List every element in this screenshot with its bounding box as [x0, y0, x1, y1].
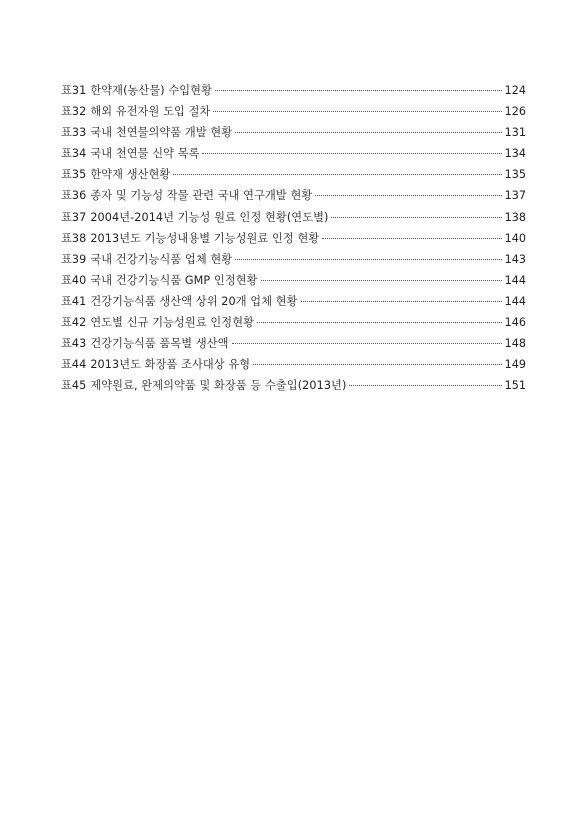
toc-entry-label: [61, 185, 312, 206]
toc-entry-page: 135: [504, 168, 526, 182]
toc-entry-number: 표37: [61, 210, 87, 224]
toc-entry-page: 126: [504, 105, 526, 119]
toc-entry[interactable]: [61, 249, 526, 270]
toc-entry-page: 134: [504, 147, 526, 161]
table-of-contents: [61, 80, 526, 396]
toc-entry-label: [61, 270, 258, 291]
toc-entry-number: 표34: [61, 147, 87, 161]
toc-entry-label: [61, 375, 346, 396]
toc-entry-title: 2013년도 화장품 조사대상 유형: [90, 358, 251, 372]
toc-entry[interactable]: [61, 164, 526, 185]
toc-entry[interactable]: [61, 143, 526, 164]
dot-leader: [322, 238, 501, 239]
toc-entry-title: 연도별 신규 기능성원료 인정현황: [90, 316, 255, 330]
toc-entry-title: 2004년-2014년 기능성 원료 인정 현황(연도별): [90, 210, 329, 224]
toc-entry-title: 국내 건강기능식품 업체 현황: [90, 252, 233, 266]
toc-entry-number: 표45: [61, 379, 87, 393]
toc-entry-title: 국내 건강기능식품 GMP 인정현황: [90, 273, 258, 287]
toc-entry-label: [61, 354, 250, 375]
toc-entry-label: [61, 333, 229, 354]
toc-entry[interactable]: [61, 122, 526, 143]
toc-entry-number: 표33: [61, 126, 87, 140]
toc-entry-title: 한약재 생산현황: [90, 168, 171, 182]
toc-entry-label: [61, 312, 254, 333]
dot-leader: [301, 301, 502, 302]
toc-entry-number: 표31: [61, 84, 87, 97]
dot-leader: [235, 259, 501, 260]
toc-entry-number: 표43: [61, 337, 87, 351]
toc-entry[interactable]: [61, 333, 526, 354]
toc-entry-title: 국내 천연물 신약 목록: [90, 147, 200, 161]
toc-entry-number: 표40: [61, 273, 87, 287]
dot-leader: [235, 132, 501, 133]
toc-entry[interactable]: [61, 291, 526, 312]
toc-entry-number: 표39: [61, 252, 87, 266]
toc-entry-title: 제약원료, 완제의약품 및 화장품 등 수출입(2013년): [90, 379, 347, 393]
toc-entry-title: 건강기능식품 품목별 생산액: [90, 337, 229, 351]
dot-leader: [261, 280, 502, 281]
toc-entry-number: 표35: [61, 168, 87, 182]
dot-leader: [257, 322, 502, 323]
toc-entry-number: 표41: [61, 294, 87, 308]
toc-entry[interactable]: [61, 207, 526, 228]
toc-entry[interactable]: [61, 375, 526, 396]
toc-entry-title: 국내 천연물의약품 개발 현황: [90, 126, 233, 140]
toc-entry-page: 149: [504, 358, 526, 372]
toc-entry[interactable]: [61, 101, 526, 122]
toc-entry-page: 143: [504, 252, 526, 266]
toc-entry-page: 148: [504, 337, 526, 351]
toc-entry-number: 표42: [61, 316, 87, 330]
toc-entry-title: 해외 유전자원 도입 절차: [90, 105, 211, 119]
toc-entry-label: [61, 122, 232, 143]
toc-entry-number: 표38: [61, 231, 87, 245]
toc-entry-label: [61, 101, 210, 122]
toc-entry-label: [61, 143, 199, 164]
toc-entry[interactable]: [61, 270, 526, 291]
toc-entry-page: 144: [504, 273, 526, 287]
toc-entry-page: 140: [504, 231, 526, 245]
toc-entry-title: 건강기능식품 생산액 상위 20개 업체 현황: [90, 294, 298, 308]
dot-leader: [315, 195, 501, 196]
dot-leader: [331, 217, 501, 218]
toc-entry-number: 표44: [61, 358, 87, 372]
dot-leader: [173, 174, 501, 175]
toc-entry[interactable]: [61, 228, 526, 249]
toc-entry-label: [61, 228, 319, 249]
dot-leader: [213, 111, 501, 112]
toc-entry-title: 2013년도 기능성내용별 기능성원료 인정 현황: [90, 231, 320, 245]
toc-entry-number: 표32: [61, 105, 87, 119]
toc-entry[interactable]: [61, 354, 526, 375]
toc-entry-title: 한약재(농산물) 수입현황: [90, 84, 213, 97]
toc-entry[interactable]: [61, 312, 526, 333]
dot-leader: [202, 153, 501, 154]
toc-entry[interactable]: [61, 80, 526, 101]
toc-entry-page: 151: [504, 379, 526, 393]
toc-entry[interactable]: [61, 185, 526, 206]
toc-entry-number: 표36: [61, 189, 87, 203]
toc-entry-page: 131: [504, 126, 526, 140]
toc-entry-title: 종자 및 기능성 작물 관련 국내 연구개발 현황: [90, 189, 313, 203]
dot-leader: [349, 385, 501, 386]
toc-entry-label: [61, 164, 170, 185]
toc-entry-label: [61, 80, 212, 101]
toc-entry-page: 146: [504, 316, 526, 330]
toc-entry-page: 124: [504, 84, 526, 97]
dot-leader: [253, 364, 501, 365]
toc-entry-page: 138: [504, 210, 526, 224]
dot-leader: [215, 90, 502, 91]
toc-entry-page: 137: [504, 189, 526, 203]
toc-entry-label: [61, 249, 232, 270]
toc-entry-label: [61, 207, 328, 228]
toc-entry-page: 144: [504, 294, 526, 308]
toc-entry-label: [61, 291, 298, 312]
dot-leader: [232, 343, 502, 344]
